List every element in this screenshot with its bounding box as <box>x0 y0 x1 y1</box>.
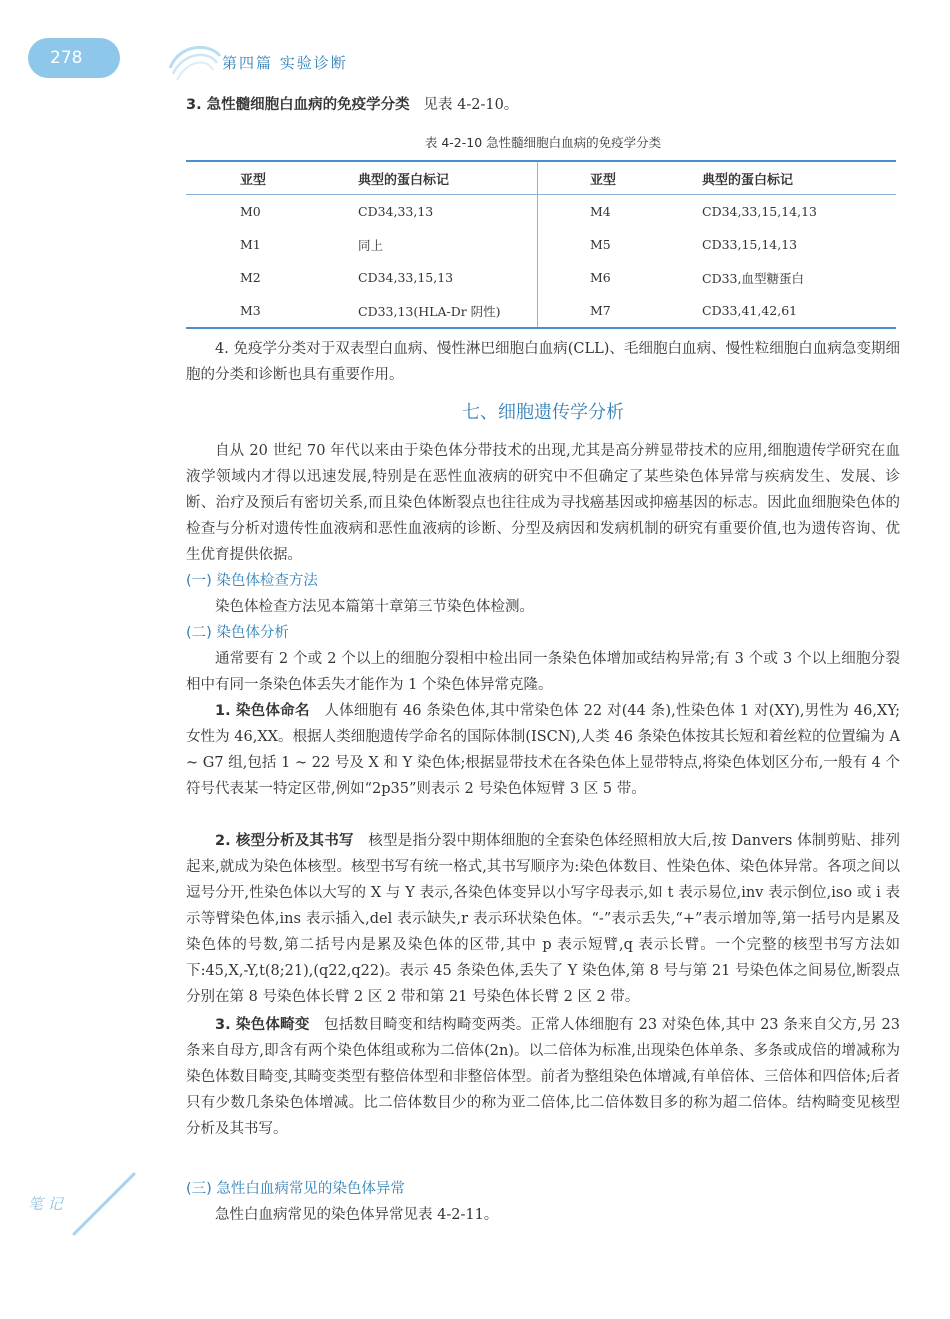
chapter-title: 第四篇 实验诊断 <box>222 54 348 72</box>
table-row <box>186 228 896 261</box>
section-4-paragraph: 4. 免疫学分类对于双表型白血病、慢性淋巴细胞白血病(CLL)、毛细胞白血病、慢性粒细胞白血病急变期细胞的分类和诊断也具有重要作用。 <box>186 341 900 383</box>
table-cell: CD34,33,13 <box>357 195 538 229</box>
table-cell: CD34,33,15,14,13 <box>702 204 818 219</box>
section-3-paragraph <box>186 92 900 118</box>
table-title: 表 4-2-10 急性髓细胞白血病的免疫学分类 <box>424 135 662 150</box>
table-row <box>186 195 896 229</box>
table-cell: M4 <box>590 204 611 219</box>
table-cell: CD33,血型糖蛋白 <box>702 270 804 286</box>
subsection-1-text: 染色体检查方法见本篇第十章第三节染色体检测。 <box>215 599 534 615</box>
page-number: 278 <box>28 38 120 78</box>
table-cell: M7 <box>538 294 702 328</box>
swirl-decoration-icon <box>165 38 225 84</box>
item-3-text: 包括数目畸变和结构畸变两类。正常人体细胞有 23 对染色体,其中 23 条来自父方,另 23 条来自母方,即含有两个染色体组或称为二倍体(2n)。以二倍体为标准,出现染色体单条、多条或成倍的增减称为染色体数目畸变,其畸变类型有整倍体型和非整倍体型。前者为整组染色体增减,有单倍体、三倍体和四倍体;后者只有少数几条染色体增减。比二倍体数目少的称为亚二倍体,比二倍体数目多的称为超二倍体。结构畸变见核型分析及其书写。 <box>186 1017 900 1137</box>
table-header: 亚型 <box>538 161 702 195</box>
section-title: 七、细胞遗传学分析 <box>462 402 624 423</box>
pen-stroke-icon <box>70 1168 140 1238</box>
section-3-heading: 3. 急性髓细胞白血病的免疫学分类 <box>186 97 410 113</box>
intro-paragraph: 自从 20 世纪 70 年代以来由于染色体分带技术的出现,尤其是高分辨显带技术的应用,细胞遗传学研究在血液学领域内才得以迅速发展,特别是在恶性血液病的研究中不但确定了某些染色体异常与疾病发生、发展、诊断、治疗及预后有密切关系,而且染色体断裂点也往往成为寻找癌基因或抑癌基因的标志。因此血细胞染色体的检查与分析对遗传性血液病和恶性血液病的诊断、分型及病因和发病机制的研究有重要价值,也为遗传咨询、优生优育提供依据。 <box>186 443 900 563</box>
item-2-text: 核型是指分裂中期体细胞的全套染色体经照相放大后,按 Danvers 体制剪贴、排列起来,就成为染色体核型。核型书写有统一格式,其书写顺序为:染色体数目、性染色体、染色体异常。各项之间以逗号分开,性染色体以大写的 X 与 Y 表示,各染色体变异以小写字母表示,如 t 表示易位,inv 表示倒位,iso 或 i 表示等臂染色体,ins 表示插入,del 表示缺失,r 表示环状染色体。“-”表示丢失,“+”表示增加等,第一括号内是累及染色体的号数,第二括号内是累及染色体的区带,其中 p 表示短臂,q 表示长臂。一个完整的核型书写方法如下:45,X,-Y,t(8;21),(q22,q22)。表示 45 条染色体,丢失了 Y 染色体,第 8 号与第 21 号染色体之间易位,断裂点分别在第 8 号染色体长臂 2 区 2 带和第 21 号染色体长臂 2 区 2 带。 <box>186 833 901 1005</box>
item-1-heading: 1. 染色体命名 <box>215 703 310 719</box>
table-cell: M1 <box>240 237 261 252</box>
table-header: 典型的蛋白标记 <box>701 161 896 195</box>
table-row <box>186 294 896 328</box>
item-2-paragraph <box>186 828 900 1010</box>
table-cell: CD34,33,15,13 <box>357 261 538 294</box>
table-cell: M6 <box>590 270 611 285</box>
table-cell: M2 <box>240 270 261 285</box>
subsection-1-heading: (一) 染色体检查方法 <box>186 573 318 589</box>
table-cell: CD33,13(HLA-Dr 阴性) <box>357 294 538 328</box>
item-1-paragraph <box>186 698 900 802</box>
section-3-text: 见表 4-2-10。 <box>423 97 519 113</box>
subsection-2-heading: (二) 染色体分析 <box>186 625 289 641</box>
table-cell: CD33,41,42,61 <box>701 294 896 328</box>
margin-note-label: 笔 记 <box>28 1195 63 1213</box>
item-3-heading: 3. 染色体畸变 <box>215 1017 310 1033</box>
subsection-2-text: 通常要有 2 个或 2 个以上的细胞分裂相中检出同一条染色体增加或结构异常;有 3 个或 3 个以上细胞分裂相中有同一条染色体丢失才能作为 1 个染色体异常克隆。 <box>186 651 900 693</box>
item-2-heading: 2. 核型分析及其书写 <box>215 833 354 849</box>
table-cell: M3 <box>186 294 357 328</box>
table-header-row <box>186 161 896 195</box>
subsection-3-text: 急性白血病常见的染色体异常见表 4-2-11。 <box>215 1207 499 1223</box>
table-cell: CD33,15,14,13 <box>702 237 798 252</box>
item-1-text: 人体细胞有 46 条染色体,其中常染色体 22 对(44 条),性染色体 1 对(XY),男性为 46,XY;女性为 46,XX。根据人类细胞遗传学命名的国际体制(ISCN),人类 46 条染色体按其长短和着丝粒的位置编为 A ~ G7 组,包括 1 ~ 22 号及 X 和 Y 染色体;根据显带技术在各染色体上显带特点,将染色体划区分布,一般有 4 个符号代表某一特定区带,例如“2p35”则表示 2 号染色体短臂 3 区 5 带。 <box>186 703 900 797</box>
table-cell: M5 <box>590 237 611 252</box>
table-cell: 同上 <box>357 228 538 261</box>
item-3-paragraph <box>186 1012 900 1142</box>
table-header: 典型的蛋白标记 <box>357 161 538 195</box>
subsection-3-heading: (三) 急性白血病常见的染色体异常 <box>186 1181 405 1197</box>
table-header: 亚型 <box>186 161 357 195</box>
immunology-table <box>186 160 896 329</box>
table-row <box>186 261 896 294</box>
table-cell: M0 <box>240 204 261 219</box>
